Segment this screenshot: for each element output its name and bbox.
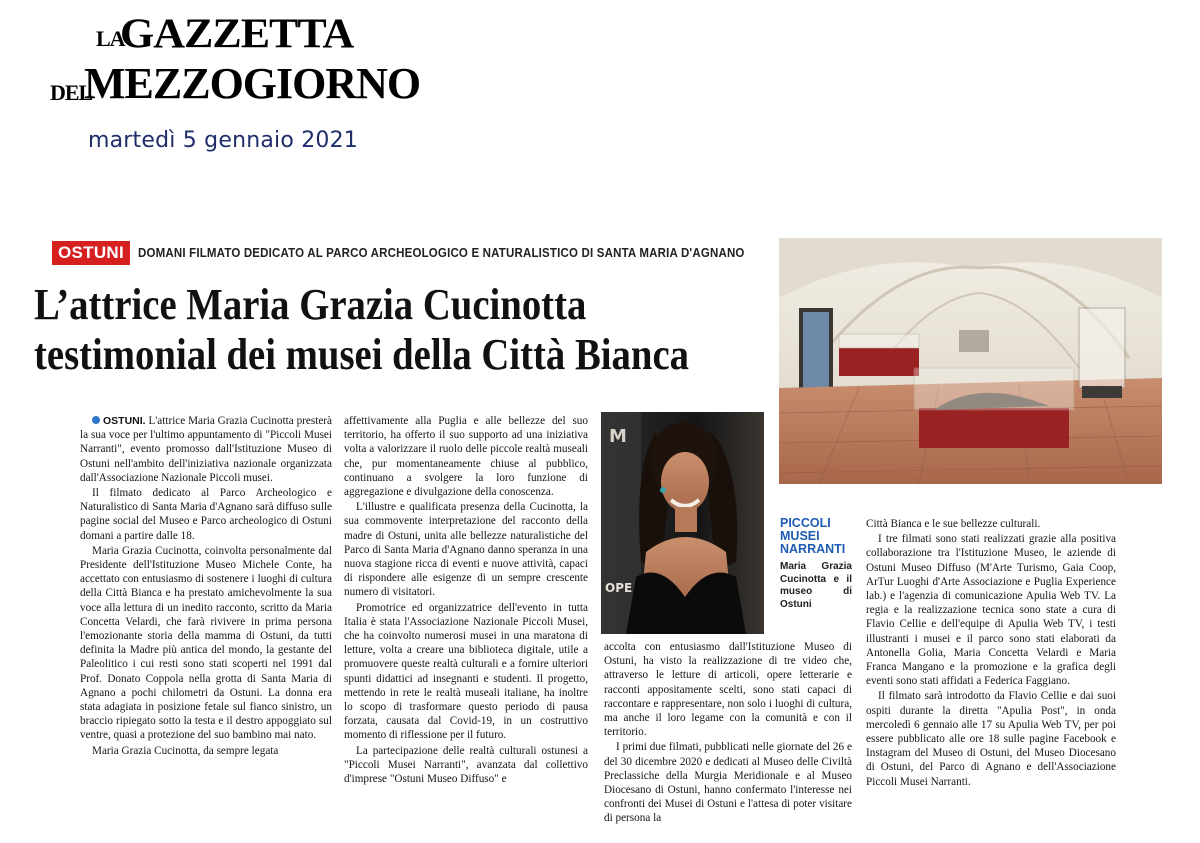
article-column-3 [604, 640, 852, 826]
masthead-mezzogiorno: MEZZOGIORNO [84, 59, 421, 108]
article-column-2 [344, 414, 588, 786]
kicker [52, 241, 797, 265]
kicker-text: DOMANI FILMATO DEDICATO AL PARCO ARCHEOLOGICO E NATURALISTICO DI SANTA MARIA D'AGNANO [138, 246, 745, 260]
caption-title-line: PICCOLI [780, 516, 831, 530]
paragraph: Il filmato dedicato al Parco Archeologico e Naturalistico di Santa Maria d'Agnano sarà diffuso sulle pagine social del Museo e Parco archeologico di Ostuni domani a partire dalle 18. [80, 487, 332, 542]
portrait-photo [601, 412, 764, 634]
photo-caption-text: Maria Grazia Cucinotta e il museo di Ostuni [780, 561, 852, 610]
paragraph: accolta con entusiasmo dall'Istituzione Museo di Ostuni, ha visto la realizzazione di tre video che, attraverso le letture di articoli, opere letterarie e racconti appositamente scelti, sono stati capaci di raccontare e rappresentare, non solo i luoghi di cultura, ma anche il loro legame con la comunità e con il territorio. [604, 641, 852, 739]
headline-line-2: testimonial dei musei della Città Bianca [34, 330, 689, 379]
portrait-photo-illustration [601, 412, 764, 634]
museum-interior-illustration [779, 238, 1162, 484]
paragraph: Città Bianca e le sue bellezze culturali. [866, 518, 1041, 530]
paragraph: Il filmato sarà introdotto da Flavio Cellie e dai suoi ospiti durante la diretta "Apulia Post", in onda mercoledì 6 gennaio alle 17 su Apulia Web TV, per poi essere pubblicato alle ore 18 sulle pagine Facebook e Instagram del Museo di Ostuni, del Museo Diocesano di Ostuni, del Parco di Agnano e dell'Associazione Piccoli Musei Narranti. [866, 690, 1116, 788]
paragraph: L'illustre e qualificata presenza della Cucinotta, la sua commovente interpretazione del racconto della madre di Ostuni, unita alle bellezze naturalistiche del Parco di Santa Maria d'Agnano danno speranza in una nuova stagione ricca di eventi e nuove attività, capaci di rispondere alle esigenze di un sempre crescente numero di visitatori. [344, 501, 588, 599]
masthead-gazzetta: GAZZETTA [120, 10, 354, 57]
svg-text:M: M [609, 426, 627, 447]
paragraph: I tre filmati sono stati realizzati grazie alla positiva collaborazione tra l'Istituzione Museo, le aziende di Ostuni Museo Diffuso (M'Arte Turismo, Gaia Coop, ArTur Luoghi d'Arte Associazione e Puglia Experience lab.) e l'agenzia di comunicazione Apulia Web TV. La regia e la realizzazione tecnica sono state a cura di Flavio Cellie e dell'equipe di Apulia Web TV, i testi illustranti i musei e il parco sono stati elaborati da Antonella Golia, Maria Concetta Velardi e Maria Franca Mangano e la promozione e la grafica degli eventi sono stati affidati a Federica Faggiano. [866, 533, 1116, 688]
masthead-del: DEL [50, 80, 93, 105]
caption-title-line: MUSEI [780, 529, 820, 543]
headline-line-1: L’attrice Maria Grazia Cucinotta [34, 280, 587, 329]
publication-date: martedì 5 gennaio 2021 [88, 128, 359, 153]
article-column-4 [866, 517, 1116, 789]
paragraph: Promotrice ed organizzatrice dell'evento in tutta Italia è stata l'Associazione Nazionale Piccoli Musei, che ha coinvolto numerosi musei in una maratona di letture, volta a creare una biblioteca digitale, utile a promuovere queste realtà culturali e a fornire ulteriori spunti didattici ad insegnanti e studenti. Il progetto, mettendo in rete le realtà museali italiane, ha inoltre lo scopo di trasformare questo periodo di pausa forzata, causata dal Covid-19, in un costruttivo momento di riflessione per il futuro. [344, 601, 588, 742]
newspaper-masthead [50, 8, 421, 108]
headline [34, 280, 689, 380]
paragraph: affettivamente alla Puglia e alle bellezze del suo territorio, ha offerto il suo supporto ad una iniziativa volta a valorizzare il ruolo delle piccole realtà museali che, pur momentaneamente chiuse al pubblico, continuano a svolgere la loro funzione di aggregazione e divulgazione della conoscenza. [344, 415, 588, 499]
paragraph-text: L'attrice Maria Grazia Cucinotta presterà la sua voce per l'ultimo appuntamento di "Piccoli Musei Narranti", evento promosso dall'Istituzione Museo di Ostuni nell'ambito dell'iniziativa nazionale organizzata dall'Associazione Nazionale Piccoli musei. [80, 415, 332, 484]
dateline-place: OSTUNI. [103, 415, 146, 427]
museum-photo [779, 238, 1162, 484]
location-tag: OSTUNI [52, 241, 130, 265]
paragraph: La partecipazione delle realtà culturali ostunesi a "Piccoli Musei Narranti", avanzata dal collettivo d'imprese "Ostuni Museo Diffuso" e [344, 744, 588, 786]
masthead-la: LA [96, 26, 125, 51]
photo-caption-title [780, 517, 860, 556]
article-column-1 [80, 414, 332, 758]
paragraph: I primi due filmati, pubblicati nelle giornate del 26 e del 30 dicembre 2020 e dedicati al Museo delle Civiltà Preclassiche della Murgia Meridionale e al Museo Diocesano di Ostuni, hanno confermato l'interesse nei confronti dei Musei di Ostuni e l'attesa di poter visitare di persona la [604, 741, 852, 825]
paragraph [80, 414, 332, 485]
svg-text:OPE: OPE [605, 581, 633, 595]
caption-title-line: NARRANTI [780, 542, 846, 556]
paragraph: Maria Grazia Cucinotta, da sempre legata [92, 744, 279, 757]
paragraph: Maria Grazia Cucinotta, coinvolta personalmente dal Presidente dell'Istituzione Museo Michele Conte, ha accettato con entusiasmo di sostenere i luoghi di cultura della Città Bianca e ha prestato amichevolmente la sua voce alla lettura di un inedito racconto, scritto da Maria Concetta Velardi, che farà rivivere in prima persona l'emozionante storia della mamma di Ostuni, da tutti definita la Madre più antica del mondo, la gestante del Paleolitico i cui resti sono stati scoperti nel 1991 dal Prof. Donato Coppola nella grotta di Santa Maria di Agnano a pochi chilometri da Ostuni. La donna era stata adagiata in posizione fetale sul fianco sinistro, un braccio ripiegato sotto la testa e il destro appoggiato sul ventre, quasi a protezione del suo bambino mai nato. [80, 544, 332, 742]
bullet-dot-icon [92, 416, 100, 424]
